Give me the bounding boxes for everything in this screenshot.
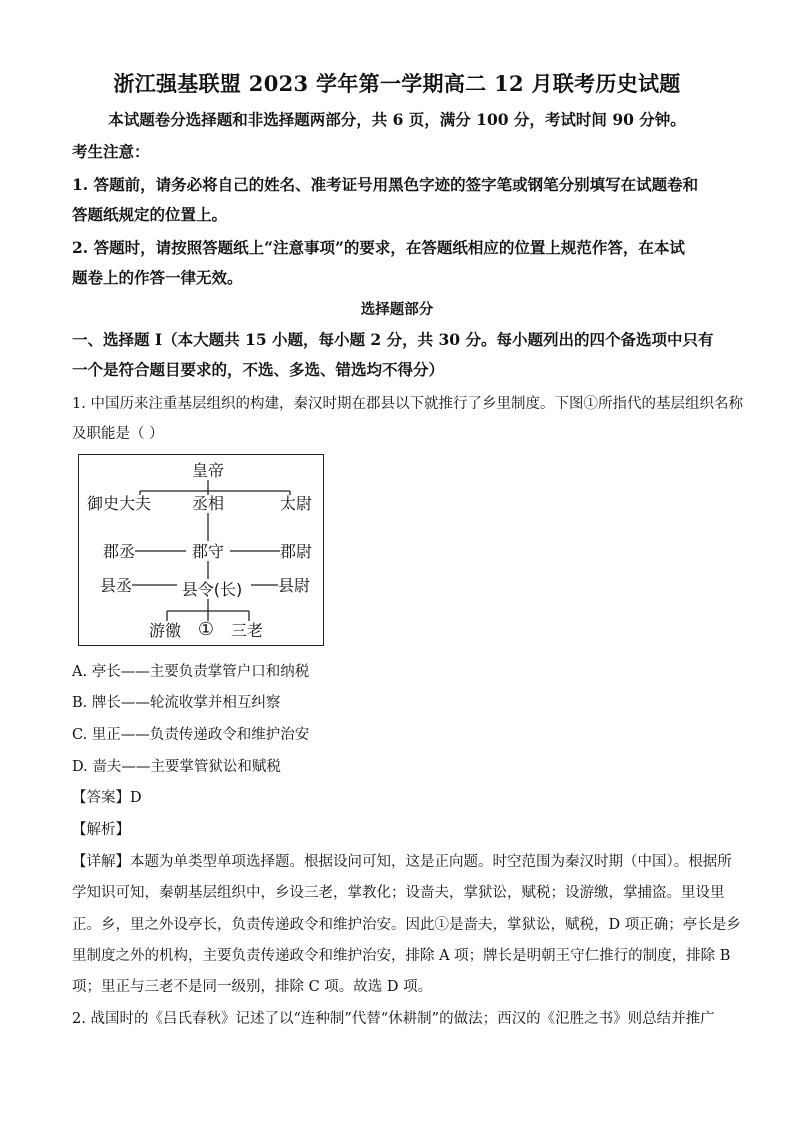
node-xian-wei: 县尉 (277, 576, 311, 595)
question-1-option-d: D. 啬夫——主要掌管狱讼和赋税 (72, 759, 281, 775)
question-1-option-c: C. 里正——负责传递政令和维护治安 (72, 727, 310, 743)
node-sanlao: 三老 (230, 621, 264, 640)
question-1-answer (72, 786, 142, 807)
notice-heading: 考生注意： (72, 142, 150, 161)
node-xian-cheng: 县丞 (99, 576, 133, 595)
node-jun-wei: 郡尉 (279, 542, 313, 561)
answer-tag: 【答案】 (72, 790, 130, 806)
node-censor: 御史大夫 (86, 494, 152, 513)
question-1-detail-line-3: 正。乡，里之外设亭长，负责传递政令和维护治安。因此①是啬夫，掌狱讼，赋税，D 项正确；亭长是乡 (72, 917, 741, 933)
answer-value: D (130, 790, 142, 806)
question-2-stem-line-1: 2. 战国时的《吕氏春秋》记述了以“连种制”代替“休耕制”的做法；西汉的《氾胜之书》则总结并推广 (72, 1011, 715, 1027)
question-1-stem-line-2: 及职能是（ ） (72, 426, 164, 442)
node-jun-cheng: 郡丞 (102, 542, 136, 561)
notice-item-1-line-1: 1. 答题前，请务必将自己的姓名、准考证号用黑色字迹的签字笔或钢笔分别填写在试题卷和 (72, 175, 699, 194)
question-1-detail-line-2: 学知识可知，秦朝基层组织中，乡设三老，掌教化；设啬夫，掌狱讼，赋税；设游缴，掌捕盗。里设里 (72, 885, 725, 901)
question-1-detail-line-5: 项；里正与三老不是同一级别，排除 C 项。故选 D 项。 (72, 979, 433, 995)
node-youjiao: 游徼 (148, 621, 182, 640)
question-1-option-b: B. 牌长——轮流收掌并相互纠察 (72, 695, 281, 711)
node-jun-shou: 郡守 (191, 542, 225, 561)
exam-title: 浙江强基联盟 2023 学年第一学期高二 12 月联考历史试题 (113, 71, 681, 96)
node-taiwei: 太尉 (279, 494, 313, 513)
node-chancellor: 丞相 (191, 494, 225, 513)
node-xian-ling: 县令(长) (181, 580, 243, 599)
node-emperor: 皇帝 (191, 461, 225, 480)
question-1-option-a: A. 亭长——主要负责掌管户口和纳税 (72, 664, 310, 680)
node-marker-1: ① (197, 619, 215, 640)
question-1-analysis-tag: 【解析】 (72, 822, 130, 838)
section-title: 选择题部分 (360, 301, 434, 318)
notice-item-2-line-2: 题卷上的作答一律无效。 (72, 268, 243, 287)
notice-item-1-line-2: 答题纸规定的位置上。 (72, 205, 228, 224)
question-1-detail-line-4: 里制度之外的机构，主要负责传递政令和维护治安，排除 A 项；牌长是明朝王守仁推行的制度，排除 B (72, 948, 731, 964)
qin-han-hierarchy-diagram (78, 454, 324, 646)
section-intro-line-1: 一、选择题 Ⅰ（本大题共 15 小题，每小题 2 分，共 30 分。每小题列出的四个备选项中只有 (72, 330, 714, 349)
question-1-detail-line-1: 【详解】本题为单类型单项选择题。根据设问可知，这是正向题。时空范围为秦汉时期（中国）。根据所 (72, 854, 732, 870)
section-intro-line-2: 一个是符合题目要求的，不选、多选、错选均不得分） (72, 360, 445, 379)
notice-item-2-line-1: 2. 答题时，请按照答题纸上“注意事项”的要求，在答题纸相应的位置上规范作答，在本试 (72, 238, 685, 257)
exam-subtitle: 本试题卷分选择题和非选择题两部分，共 6 页，满分 100 分，考试时间 90 分钟。 (108, 110, 686, 129)
question-1-stem-line-1: 1. 中国历来注重基层组织的构建，秦汉时期在郡县以下就推行了乡里制度。下图①所指代的基层组织名称 (72, 396, 743, 412)
